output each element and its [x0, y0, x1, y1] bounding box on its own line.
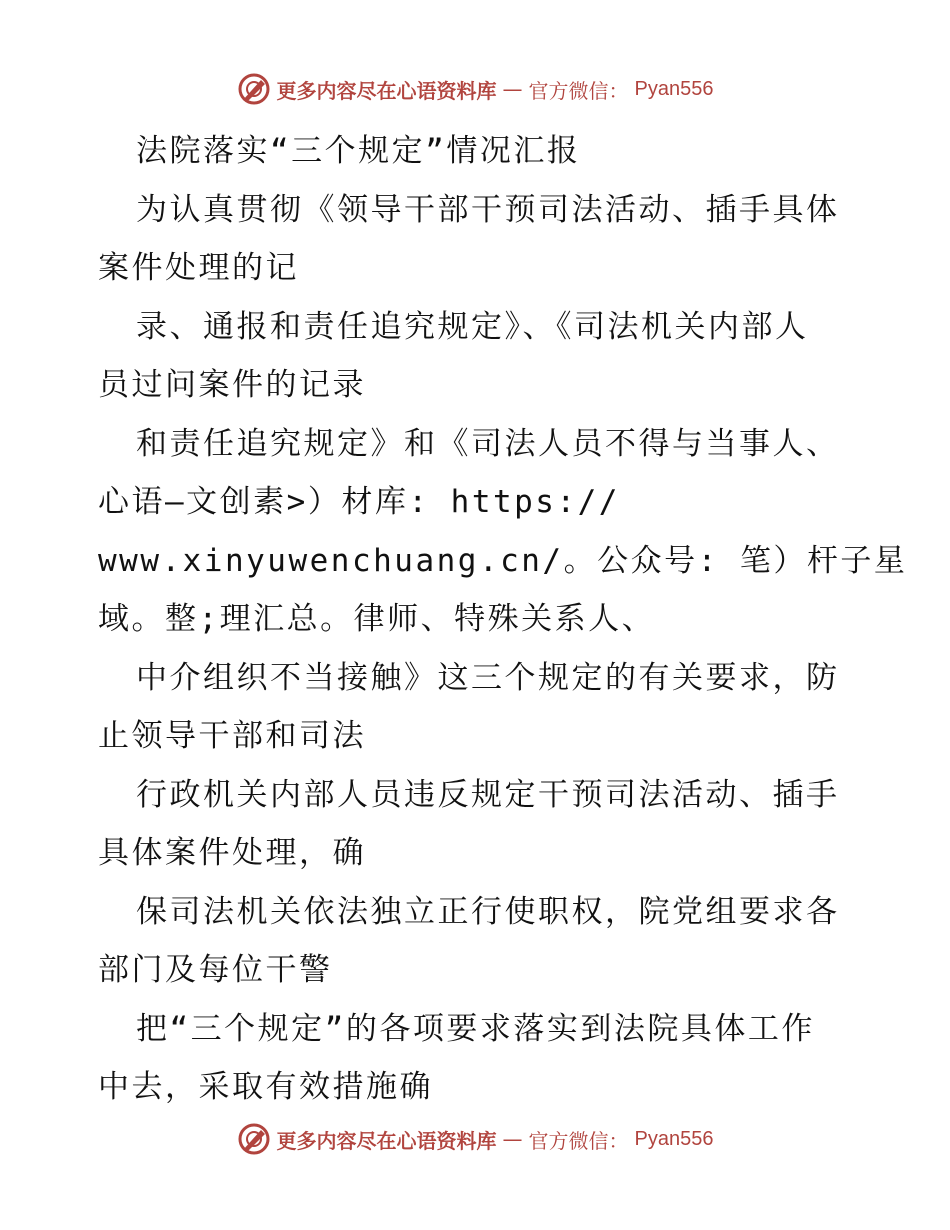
- banner-separator: —: [502, 77, 523, 101]
- paragraph-line: 心语—文创素>）材库: https://: [98, 484, 620, 520]
- paragraph-line: 止领导干部和司法: [98, 718, 366, 754]
- banner-wechat-id: Pyan556: [634, 1127, 714, 1150]
- paragraph-line: 中去，采取有效措施确: [98, 1069, 433, 1105]
- paragraph-line: 员过问案件的记录: [98, 367, 366, 403]
- banner-wechat-id: Pyan556: [634, 77, 714, 100]
- paragraph-line: 行政机关内部人员违反规定干预司法活动、插手: [136, 776, 840, 813]
- paragraph-line: 录、通报和责任追究规定》、《司法机关内部人: [136, 308, 809, 345]
- paragraph-line: 域。整;理汇总。律师、特殊关系人、: [98, 601, 656, 637]
- paragraph-line: 为认真贯彻《领导干部干预司法活动、插手具体: [136, 191, 840, 228]
- banner-text: 更多内容尽在心语资料库: [276, 78, 497, 103]
- paragraph-line: 把“三个规定”的各项要求落实到法院具体工作: [136, 1010, 815, 1047]
- paragraph-line: 保司法机关依法独立正行使职权，院党组要求各: [136, 893, 840, 930]
- document-title: 法院落实“三个规定”情况汇报: [136, 133, 581, 169]
- paragraph-line: www.xinyuwenchuang.cn/。公众号: 笔）杆子星: [98, 542, 908, 579]
- paragraph-line: 中介组织不当接触》这三个规定的有关要求，防: [136, 659, 840, 696]
- document-body: [98, 122, 908, 1117]
- brand-logo-icon: [237, 72, 271, 106]
- header-banner: [0, 72, 950, 106]
- footer-banner: [0, 1122, 950, 1156]
- banner-wechat-label: 官方微信：: [528, 78, 629, 103]
- paragraph-line: 和责任追究规定》和《司法人员不得与当事人、: [136, 425, 840, 462]
- paragraph-line: 案件处理的记: [98, 250, 299, 286]
- paragraph-line: 部门及每位干警: [98, 952, 333, 988]
- banner-text: 更多内容尽在心语资料库: [276, 1128, 497, 1153]
- brand-logo-icon: [237, 1122, 271, 1156]
- paragraph-line: 具体案件处理，确: [98, 835, 366, 871]
- banner-wechat-label: 官方微信：: [528, 1128, 629, 1153]
- banner-separator: —: [502, 1127, 523, 1151]
